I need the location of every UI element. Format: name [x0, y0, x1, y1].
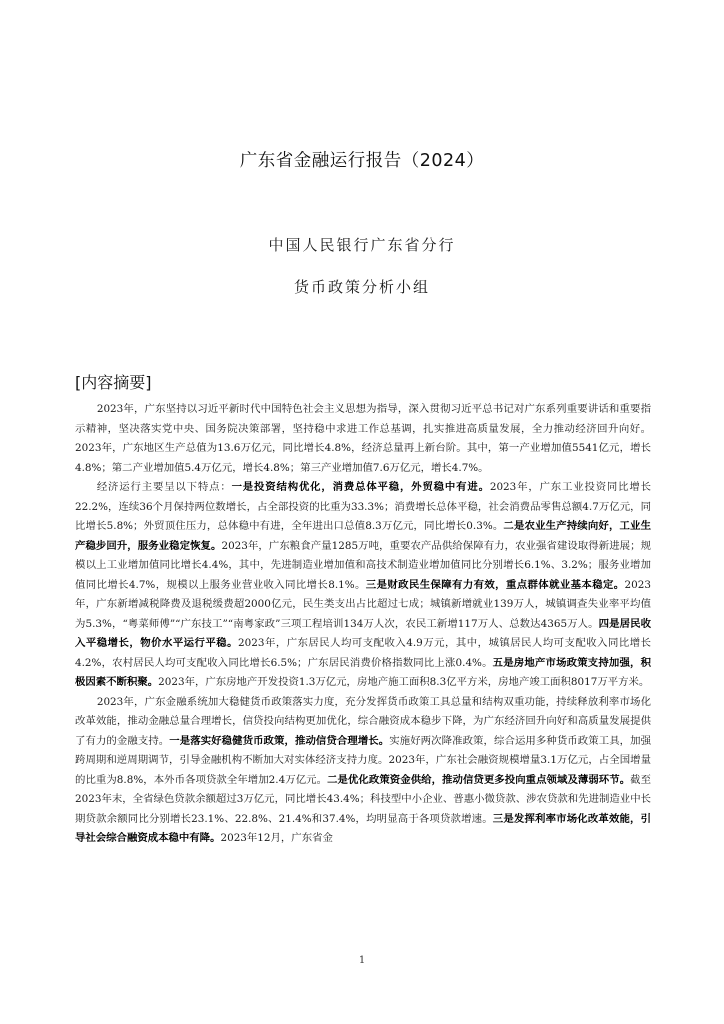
body-text: 2023年，广东房地产开发投资1.3万亿元，房地产施工面积8.3亿平方米，房地产竣工面积8017万平方米。	[158, 676, 650, 688]
summary-heading: [内容摘要]	[75, 373, 152, 392]
key-point-text: 五是房地产市场政策支持加强，积极因素不断积聚。	[75, 656, 651, 688]
key-point-text: 三是发挥利率市场化改革效能，引导社会综合融资成本稳中有降。	[75, 812, 652, 844]
summary-paragraph	[75, 400, 651, 478]
page-number: 1	[358, 955, 366, 966]
body-text: 实施好两次降准政策，综合运用多种货币政策工具，加强跨周期和逆周期调节，引导金融机构不断加大对实体经济支持力度。2023年，广东社会融资规模增量3.1万亿元，占全国增量的比重为8.8%，本外币各项贷款全年增加2.4万亿元。	[75, 734, 652, 786]
summary-paragraph	[75, 693, 651, 849]
author-group: 货币政策分析小组	[293, 278, 430, 296]
body-text: 2023年，广东新增减税降费及退税缓费超2000亿元，民生类支出占比超过七成；城镇新增就业139万人，城镇调查失业率平均值为5.3%，“粤菜师傅”“广东技工”“南粤家政”三项工程培训134万人次，农民工新增117万人、总数达4365万人。	[75, 578, 651, 630]
body-text: 2023年，广东粮食产量1285万吨，重要农产品供给保障有力，农业强省建设取得新进展；规模以上工业增加值同比增长4.4%，其中，先进制造业增加值和高技术制造业增加值同比分别增长6.1%、3.2%；服务业增加值同比增长4.7%，规模以上服务业营业收入同比增长8.1%。	[75, 539, 651, 591]
key-point-text: 一是投资结构优化，消费总体平稳，外贸稳中有进。	[231, 481, 490, 493]
body-text: 经济运行主要呈以下特点：	[96, 481, 232, 493]
key-point-text: 二是农业生产持续向好，工业生产稳步回升，服务业稳定恢复。	[75, 520, 651, 552]
report-title: 广东省金融运行报告（2024）	[239, 151, 485, 171]
body-text: 2023年12月，广东省金	[220, 832, 333, 844]
key-point-text: 一是落实好稳健货币政策，推动信贷合理增长。	[169, 734, 390, 747]
body-text: 2023年，广东金融系统加大稳健货币政策落实力度，充分发挥货币政策工具总量和结构双重功能，持续释放利率市场化改革效能，推动金融总量合理增长，信贷投向结构更加优化，综合融资成本稳步下降，为广东经济回升向好和高质量发展提供了有力的金融支持。	[75, 695, 651, 747]
author-organization: 中国人民银行广东省分行	[268, 236, 456, 254]
summary-paragraph	[75, 478, 651, 693]
summary-body	[75, 400, 651, 849]
body-text: 2023年，广东工业投资同比增长22.2%，连续36个月保持两位数增长，占全部投资的比重为33.3%；消费增长总体平稳，社会消费品零售总额4.7万亿元，同比增长5.8%；外贸顶住压力，总体稳中有进，全年进出口总值8.3万亿元，同比增长0.3%。	[75, 481, 652, 532]
body-text: 截至2023年末，全省绿色贷款余额超过3万亿元，同比增长43.4%；科技型中小企业、普惠小微贷款、涉农贷款和先进制造业中长期贷款余额同比分别增长23.1%、22.8%、21.4%和37.4%，均明显高于各项贷款增速。	[75, 773, 652, 825]
key-point-text: 三是财政民生保障有力有效，重点群体就业基本稳定。	[365, 578, 625, 591]
body-text: 2023年，广东居民人均可支配收入4.9万元，其中，城镇居民人均可支配收入同比增长4.2%，农村居民人均可支配收入同比增长6.5%；广东居民消费价格指数同比上涨0.4%。	[75, 637, 652, 669]
key-point-text: 四是居民收入平稳增长，物价水平运行平稳。	[75, 617, 652, 649]
body-text: 2023年，广东坚持以习近平新时代中国特色社会主义思想为指导，深入贯彻习近平总书记对广东系列重要讲话和重要指示精神，坚决落实党中央、国务院决策部署，坚持稳中求进工作总基调，扎实推进高质量发展，全力推动经济回升向好。2023年，广东地区生产总值为13.6万亿元，同比增长4.8%，经济总量再上新台阶。其中，第一产业增加值5541亿元，增长4.8%；第二产业增加值5.4万亿元，增长4.8%；第三产业增加值7.6万亿元，增长4.7%。	[75, 403, 651, 474]
key-point-text: 二是优化政策资金供给，推动信贷更多投向重点领域及薄弱环节。	[327, 773, 631, 786]
